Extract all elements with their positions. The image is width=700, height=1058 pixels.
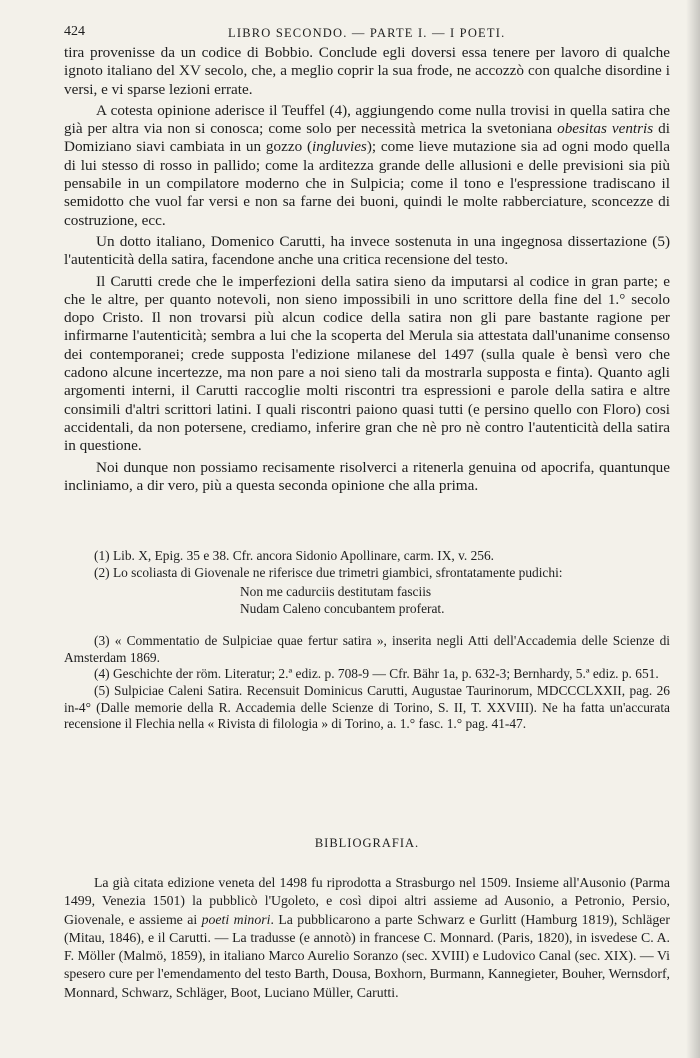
footnote-5: (5) Sulpiciae Caleni Satira. Recensuit Dominicus Carutti, Augustae Taurinorum, MDCCCLXXII, pag. 26 in-4° (Dalle memorie della R. Accademia delle Scienze di Torino, S. II, T. XXVIII). Ne ha fatta un'accurata recensione il Flechia nella « Rivista di filologia » di Torino, a. 1.° fasc. 1.° pag. 41-47. xyxy=(64,682,670,732)
paragraph-2-text-a: A cotesta opinione aderisce il Teuffel (4), aggiungendo come nulla trovisi in quella satira che già per altra via non si conosca; come solo per necessità metrica la svetoniana xyxy=(64,101,670,138)
footnote-2: (2) Lo scoliasta di Giovenale ne riferisce due trimetri giambici, sfrontatamente pudichi: xyxy=(94,564,563,580)
paragraph-1: tira provenisse da un codice di Bobbio. Conclude egli doversi essa tenere per lavoro di qualche ignoto italiano del XV secolo, che, a meglio coprir la sua frode, ne accozzò con qualche disordine i versi, e vi sparse lezioni errate. xyxy=(64,44,670,98)
paragraph-2 xyxy=(64,102,670,230)
italic-obesitas: obesitas ventris xyxy=(557,120,654,138)
footnote-3: (3) « Commentatio de Sulpiciae quae fertur satira », inserita negli Atti dell'Accademia delle Scienze di Amsterdam 1869. xyxy=(64,633,670,665)
paragraph-3: Un dotto italiano, Domenico Carutti, ha invece sostenuta in una ingegnosa dissertazione (5) l'autenticità della satira, facendone anche una critica recensione del testo. xyxy=(64,232,670,269)
footnote-4: (4) Geschichte der röm. Literatur; 2.ª ediz. p. 708-9 — Cfr. Bähr 1a, p. 632-3; Bernhardy, 5.ª ediz. p. 651. xyxy=(94,666,659,682)
verse-quote xyxy=(64,583,670,617)
bibliography-title: BIBLIOGRAFIA. xyxy=(314,836,420,850)
bibliography-paragraph xyxy=(64,874,670,1002)
italic-poeti-minori: poeti minori xyxy=(201,911,271,927)
paragraph-4: Il Carutti crede che le imperfezioni della satira sieno da imputarsi al codice in gran parte; e che le altre, per quanto notevoli, non sieno impossibili in uno scrittore della fine del 1.° secolo dopo Cristo. Il non trovarsi più alcun codice della satira non gli pare bastante ragione per infirmarne l'autenticità; sembra a lui che la scoperta del Merula sia attestata dall'unanime consenso dei contemporanei; crede supposta l'edizione milanese del 1497 (sulla quale è bensì vero che cadono alcune incertezze, ma non pare a noi sieno tali da mostrarla supposta e finta). Quanto agli argomenti interni, il Carutti raccoglie molti riscontri tra espressioni e parole della satira e altre consimili d'altri scrittori latini. I quali riscontri paiono quasi tutti (e persino quello con Floro) cosi accidentali, da non potersene, crediamo, inferire gran che nè pro nè contro l'autenticità della satira in questione. xyxy=(64,272,670,455)
footnotes xyxy=(64,548,670,733)
bibliography-text-a: La già citata edizione veneta del 1498 fu riprodotta a Strasburgo nel 1509. Insieme all'Ausonio (Parma 1499, Venezia 1501) la pubblicò l'Ugoleto, e così dipoi altri assieme ad Ausonio, a Petronio, Persio, Giovenale, e assieme ai xyxy=(64,875,670,927)
page-edge-shadow xyxy=(686,0,700,1058)
paragraph-5: Noi dunque non possiamo recisamente risolverci a ritenerla genuina od apocrifa, quantunque incliniamo, a dir vero, più a questa seconda opinione che alla prima. xyxy=(64,458,670,494)
book-page xyxy=(64,24,670,1000)
verse-line-1: Non me cadurciis destitutam fasciis xyxy=(240,584,432,600)
verse-line-2: Nudam Caleno concubantem proferat. xyxy=(240,601,445,617)
page-number: 424 xyxy=(64,24,85,39)
bibliography-text-b: . La pubblicarono a parte Schwarz e Gurlitt (Hamburg 1819), Schläger (Mitau, 1846), e il Carutti. — La tradusse (e annotò) in francese C. Monnard. (Paris, 1820), in isvedese C. A. F. Möller (Malmö, 1859), in italiano Marco Aurelio Soranzo (sec. XVIII) e Ludovico Canal (sec. XIX). — Vi spesero cure per l'emendamento del testo Barth, Dousa, Boxhorn, Burmann, Kannegieter, Bouher, Wernsdorf, Monnard, Schwarz, Schläger, Boot, Luciano Müller, Carutti. xyxy=(64,911,670,1000)
running-title: LIBRO SECONDO. — PARTE I. — I POETI. xyxy=(228,26,506,40)
main-text xyxy=(64,44,670,495)
bibliography-section xyxy=(64,874,670,1002)
page-header xyxy=(64,24,670,44)
footnote-1: (1) Lib. X, Epig. 35 e 38. Cfr. ancora Sidonio Apollinare, carm. IX, v. 256. xyxy=(94,548,495,563)
paragraph-2-text-c: ); come lieve mutazione sia ad ogni modo quella di lui stesso di rosso in pallido; come la arditezza grande delle allusioni e delle previsioni sia più pensabile in un compilatore moderno che in Sulpicia; come il tono e l'espressione tradiscano il semidotto che vuol far versi e non sa farne dei buoni, quindi le molte rabberciature, sconcezze di costruzione, ecc. xyxy=(64,138,670,229)
paragraph-2-text-b: di Domiziano siavi cambiata in un gozzo ( xyxy=(64,120,670,156)
italic-ingluvies: ingluvies xyxy=(312,138,367,156)
